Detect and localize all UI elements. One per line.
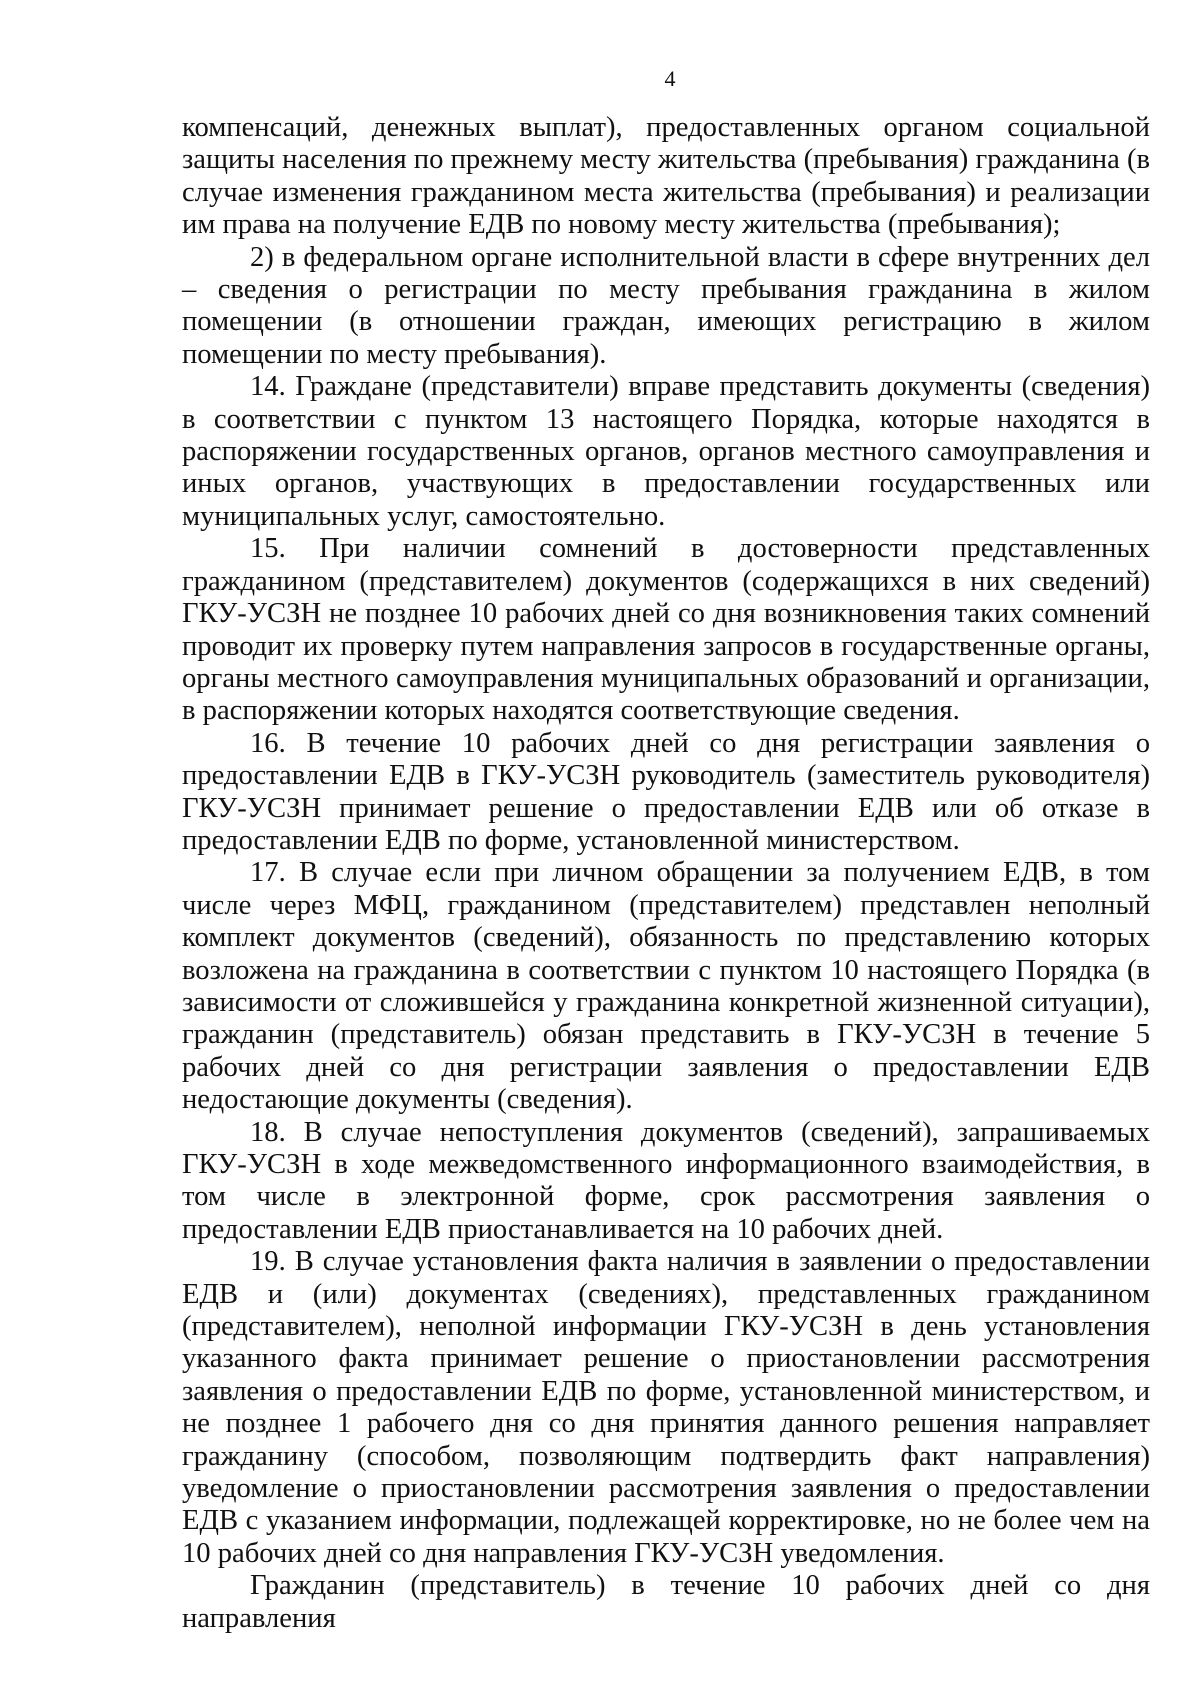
paragraph-clause-16: 16. В течение 10 рабочих дней со дня регистрации заявления о предоставлении ЕДВ в ГКУ-УСЗН руководитель (заместитель руководителя) ГКУ-УСЗН принимает решение о предоставлении ЕДВ или об отказе в предоставлении ЕДВ по форме, установленной министерством. — [182, 727, 1150, 856]
paragraph-clause-14: 14. Граждане (представители) вправе представить документы (сведения) в соответствии с пунктом 13 настоящего Порядка, которые находятся в распоряжении государственных органов, органов местного самоуправления и иных органов, участвующих в предоставлении государственных или муниципальных услуг, самостоятельно. — [182, 371, 1150, 532]
paragraph-clause-15: 15. При наличии сомнений в достоверности представленных гражданином (представителем) документов (содержащихся в них сведений) ГКУ-УСЗН не позднее 10 рабочих дней со дня возникновения таких сомнений проводит их проверку путем направления запросов в государственные органы, органы местного самоуправления муниципальных образований и организации, в распоряжении которых находятся соответствующие сведения. — [182, 533, 1150, 727]
paragraph-clause-18: 18. В случае непоступления документов (сведений), запрашиваемых ГКУ-УСЗН в ходе межведомственного информационного взаимодействия, в том числе в электронной форме, срок рассмотрения заявления о предоставлении ЕДВ приостанавливается на 10 рабочих дней. — [182, 1116, 1150, 1245]
document-body — [182, 112, 1150, 1635]
paragraph-clause-19-continued: Гражданин (представитель) в течение 10 рабочих дней со дня направления — [182, 1570, 1150, 1634]
paragraph-clause-19: 19. В случае установления факта наличия в заявлении о предоставлении ЕДВ и (или) документах (сведениях), представленных гражданином (представителем), неполной информации ГКУ-УСЗН в день установления указанного факта принимает решение о приостановлении рассмотрения заявления о предоставлении ЕДВ по форме, установленной министерством, и не позднее 1 рабочего дня со дня принятия данного решения направляет гражданину (способом, позволяющим подтвердить факт направления) уведомление о приостановлении рассмотрения заявления о предоставлении ЕДВ с указанием информации, подлежащей корректировке, но не более чем на 10 рабочих дней со дня направления ГКУ-УСЗН уведомления. — [182, 1246, 1150, 1569]
paragraph-item-2: 2) в федеральном органе исполнительной власти в сфере внутренних дел – сведения о регистрации по месту пребывания гражданина в жилом помещении (в отношении граждан, имеющих регистрацию в жилом помещении по месту пребывания). — [182, 241, 1150, 370]
page-number: 4 — [664, 66, 676, 91]
paragraph-continuation: компенсаций, денежных выплат), предоставленных органом социальной защиты населения по прежнему месту жительства (пребывания) гражданина (в случае изменения гражданином места жительства (пребывания) и реализации им права на получение ЕДВ по новому месту жительства (пребывания); — [182, 112, 1150, 241]
paragraph-clause-17: 17. В случае если при личном обращении за получением ЕДВ, в том числе через МФЦ, гражданином (представителем) представлен неполный комплект документов (сведений), обязанность по представлению которых возложена на гражданина в соответствии с пунктом 10 настоящего Порядка (в зависимости от сложившейся у гражданина конкретной жизненной ситуации), гражданин (представитель) обязан представить в ГКУ-УСЗН в течение 5 рабочих дней со дня регистрации заявления о предоставлении ЕДВ недостающие документы (сведения). — [182, 857, 1150, 1116]
